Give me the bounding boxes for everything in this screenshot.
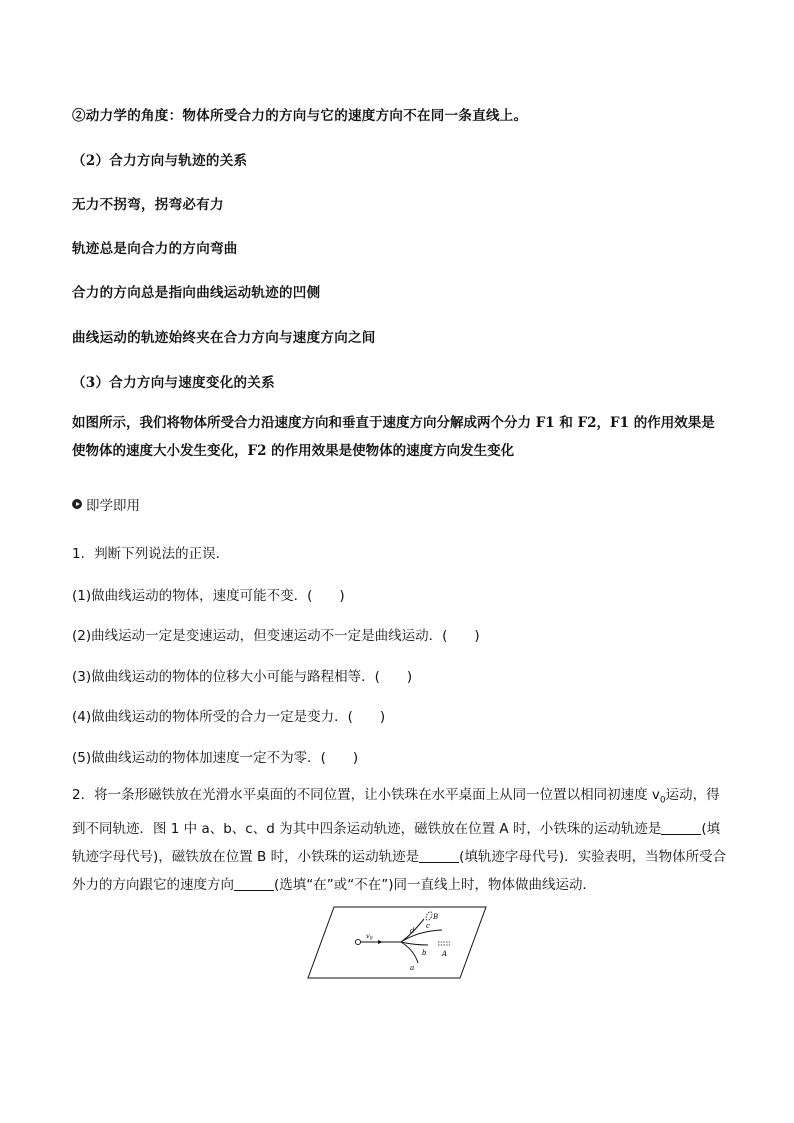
q2-text-5: (选填“在”或“不在”)同一直线上时，物体做曲线运动．: [274, 876, 597, 893]
label-B: B: [433, 913, 439, 921]
q1-item-2: (2)曲线运动一定是变速运动，但变速运动不一定是曲线运动．( ): [72, 628, 480, 644]
play-circle-icon: [72, 499, 82, 509]
answer-blank-a[interactable]: [661, 820, 701, 835]
q2-text-2: 运动，得到不同轨迹．图 1 中 a、b、c、d 为其中四条运动轨迹，磁铁放在位置 A 时，小铁珠的运动轨迹是: [72, 787, 720, 837]
q1-item-5: (5)做曲线运动的物体加速度一定不为零．( ): [72, 750, 359, 766]
rule-line-3: 合力的方向总是指向曲线运动轨迹的凹侧: [72, 285, 321, 301]
answer-blank-b[interactable]: [419, 848, 459, 863]
label-a: a: [410, 964, 415, 972]
trajectory-c: [401, 930, 442, 942]
decomposition-paragraph: 如图所示，我们将物体所受合力沿速度方向和垂直于速度方向分解成两个分力 F1 和 F2，F1 的作用效果是使物体的速度大小发生变化，F2 的作用效果是使物体的速度方向发生变化: [72, 415, 715, 459]
q1-item-1: (1)做曲线运动的物体，速度可能不变．( ): [72, 588, 345, 604]
v0-label: $v_0$: [366, 932, 373, 942]
q1-item-3: (3)做曲线运动的物体的位移大小可能与路程相等．( ): [72, 669, 413, 685]
heading-force-trajectory: （2）合力方向与轨迹的关系: [72, 153, 248, 169]
q1-stem: 1．判断下列说法的正误．: [72, 546, 230, 562]
rule-line-2: 轨迹总是向合力的方向弯曲: [72, 241, 238, 257]
q2-text-1: 2．将一条形磁铁放在光滑水平桌面的不同位置，让小铁珠在水平桌面上从同一位置以相同初速度 v: [72, 787, 660, 803]
trajectory-a: [401, 942, 418, 963]
label-c: c: [426, 922, 430, 930]
q2-text-3: (填轨迹字母代号)，磁铁放在位置 B 时，小铁珠的运动轨迹是: [72, 820, 721, 865]
q2-text-4: (填轨迹字母代号)．实验表明，当物体所受合外力的方向跟它的速度方向: [72, 848, 727, 893]
heading-force-velocity: （3）合力方向与速度变化的关系: [72, 375, 275, 391]
q2-v0-subscript: 0: [659, 795, 666, 806]
rule-line-1: 无力不拐弯，拐弯必有力: [72, 197, 224, 213]
answer-blank-c[interactable]: [234, 876, 274, 891]
iron-ball: [355, 939, 360, 944]
rule-line-4: 曲线运动的轨迹始终夹在合力方向与速度方向之间: [72, 330, 376, 346]
q2-paragraph: [72, 781, 727, 899]
label-d: d: [410, 927, 415, 935]
trajectory-figure: [306, 905, 488, 980]
section-label: 即学即用: [86, 498, 140, 514]
velocity-arrow-icon: [378, 940, 383, 944]
magnet-b: [425, 911, 433, 921]
dynamics-perspective-line: ②动力学的角度：物体所受合力的方向与它的速度方向不在同一条直线上。: [72, 108, 528, 124]
q1-item-4: (4)做曲线运动的物体所受的合力一定是变力．( ): [72, 709, 386, 725]
section-header: [72, 494, 140, 514]
label-b: b: [422, 949, 427, 957]
label-A: A: [442, 950, 448, 958]
